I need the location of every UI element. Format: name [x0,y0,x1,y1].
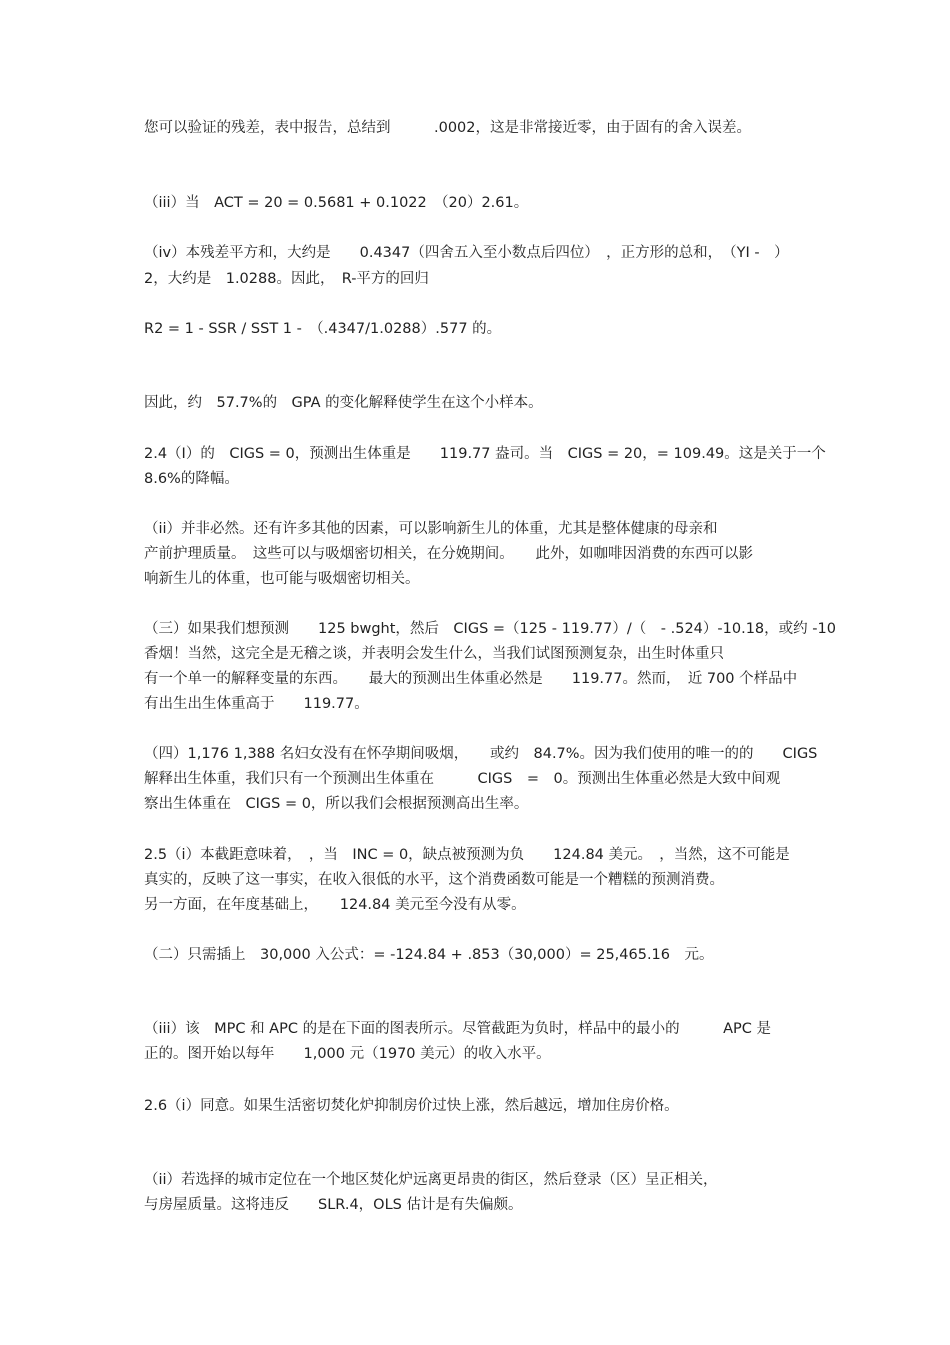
text-line: 2.5（i）本截距意味着， ，当 INC = 0，缺点被预测为负 124.84 美元。 ，当然，这不可能是 [144,847,790,863]
text-line: 2，大约是 1.0288。因此， R-平方的回归 [144,271,429,287]
text-line: 8.6%的降幅。 [144,471,239,487]
text-line: 有一个单一的解释变量的东西。 最大的预测出生体重必然是 119.77。然而， 近 700 个样品中 [144,671,798,687]
formula-line: R2 = 1 - SSR / SST 1 - （.4347/1.0288）.577 的。 [144,321,502,337]
text-line: 2.6（i）同意。如果生活密切焚化炉抑制房价过快上涨，然后越远，增加住房价格。 [144,1098,679,1114]
text-line: 解释出生体重，我们只有一个预测出生体重在 CIGS = 0。预测出生体重必然是大致中间观 [144,771,781,787]
text-line: 您可以验证的残差，表中报告，总结到 .0002，这是非常接近零，由于固有的舍入误差。 [144,120,752,136]
text-line: 产前护理质量。 这些可以与吸烟密切相关，在分娩期间。 此外，如咖啡因消费的东西可以影 [144,546,753,562]
text-line: （ii）并非必然。还有许多其他的因素，可以影响新生儿的体重，尤其是整体健康的母亲和 [144,521,718,537]
text-line: （二）只需插上 30,000 入公式：= -124.84 + .853（30,000）= 25,465.16 元。 [144,947,714,963]
text-line: 因此，约 57.7%的 GPA 的变化解释使学生在这个小样本。 [144,395,543,411]
text-line: （iii）当 ACT = 20 = 0.5681 + 0.1022 （20）2.61。 [144,195,529,211]
text-line: （四）1,176 1,388 名妇女没有在怀孕期间吸烟， 或约 84.7%。因为我们使用的唯一的的 CIGS [144,746,818,762]
text-line: 真实的，反映了这一事实，在收入很低的水平，这个消费函数可能是一个糟糕的预测消费。 [144,872,724,888]
text-line: 有出生出生体重高于 119.77。 [144,696,369,712]
text-line: 响新生儿的体重，也可能与吸烟密切相关。 [144,571,420,587]
text-line: （iv）本残差平方和，大约是 0.4347（四舍五入至小数点后四位） ，正方形的总和， （YI - ） [144,245,789,261]
text-line: （三）如果我们想预测 125 bwght，然后 CIGS =（125 - 119.77）/（ - .524）-10.18，或约 -10 [144,621,836,637]
text-line: 正的。图开始以每年 1,000 元（1970 美元）的收入水平。 [144,1046,551,1062]
text-line: （iii）该 MPC 和 APC 的是在下面的图表所示。尽管截距为负时，样品中的最小的 APC 是 [144,1021,771,1037]
text-line: （ii）若选择的城市定位在一个地区焚化炉远离更昂贵的街区，然后登录（区）呈正相关， [144,1172,718,1188]
text-line: 察出生体重在 CIGS = 0，所以我们会根据预测高出生率。 [144,796,529,812]
text-line: 香烟！当然，这完全是无稽之谈，并表明会发生什么，当我们试图预测复杂，出生时体重只 [144,646,724,662]
text-line: 另一方面，在年度基础上， 124.84 美元至今没有从零。 [144,897,526,913]
text-line: 与房屋质量。这将违反 SLR.4，OLS 估计是有失偏颇。 [144,1197,523,1213]
text-line: 2.4（I）的 CIGS = 0，预测出生体重是 119.77 盎司。当 CIGS = 20，= 109.49。这是关于一个 [144,446,826,462]
